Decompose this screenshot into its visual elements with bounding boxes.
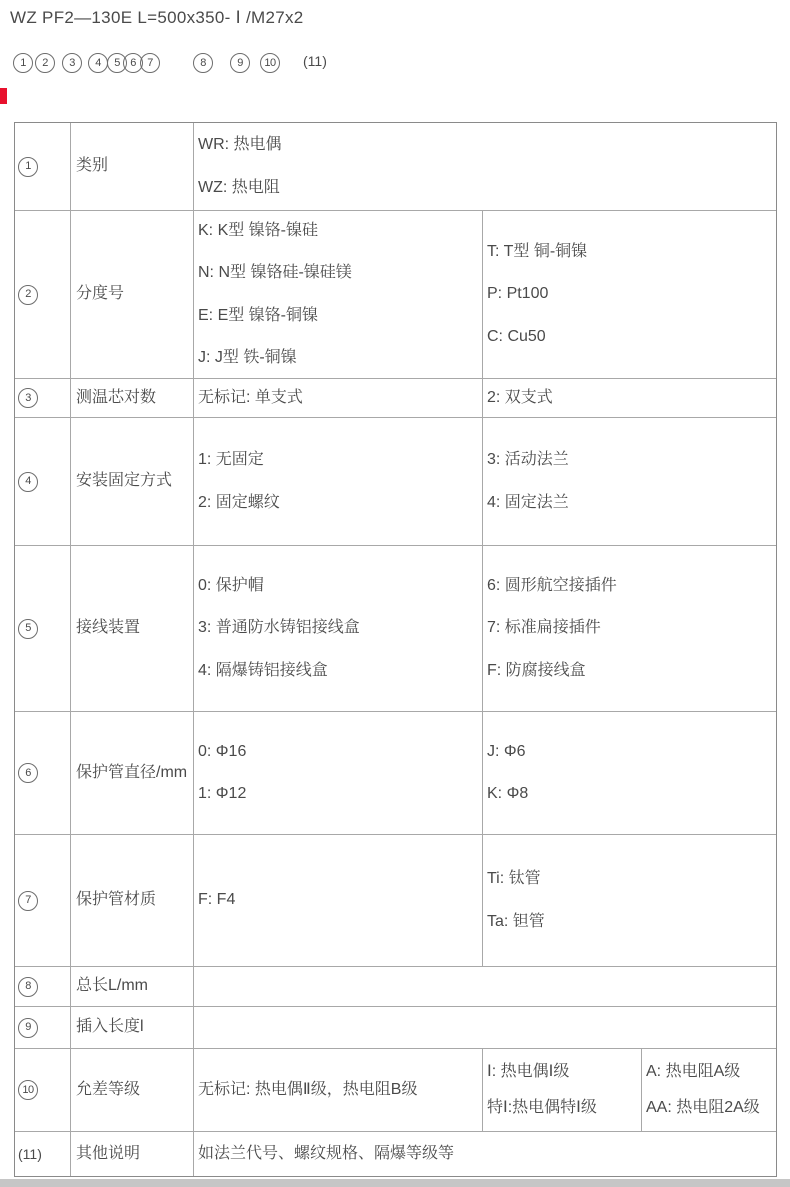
- row-label-cell: 分度号: [71, 211, 194, 378]
- circled-marker-7: 7: [140, 53, 160, 73]
- option-text: 3: 普通防水铸铝接线盒: [198, 619, 360, 637]
- option-text: AA: 热电阻2A级: [646, 1099, 760, 1116]
- table-row: [15, 211, 776, 379]
- marker-row: [0, 53, 790, 75]
- circled-number: 7: [18, 891, 38, 911]
- row-content-cell: [194, 712, 483, 834]
- row-label-cell: 接线装置: [71, 546, 194, 711]
- option-text: 如法兰代号、螺纹规格、隔爆等级等: [198, 1144, 455, 1162]
- table-row: [15, 712, 776, 835]
- row-content-cell: [194, 211, 483, 378]
- option-text: 无标记: 单支式: [198, 388, 303, 406]
- option-text: A: 热电阻A级: [646, 1062, 741, 1080]
- row-label-cell: 测温芯对数: [71, 379, 194, 417]
- option-text: C: Cu50: [487, 327, 546, 345]
- option-text: K: Φ8: [487, 785, 529, 802]
- row-number-cell: [15, 1049, 71, 1131]
- circled-number: 8: [18, 977, 38, 997]
- row-content-cell: [194, 418, 483, 545]
- option-text: J: Φ6: [487, 742, 526, 760]
- circled-marker-10: 10: [260, 53, 280, 73]
- circled-number: 6: [18, 763, 38, 783]
- option-text: F: 防腐接线盒: [487, 661, 586, 679]
- row-label-cell: 插入长度l: [71, 1007, 194, 1048]
- circled-number: 2: [18, 285, 38, 305]
- row-content-cell: [483, 546, 776, 711]
- row-label-cell: 保护管材质: [71, 835, 194, 966]
- row-label-cell: 其他说明: [71, 1132, 194, 1176]
- row-number-cell: [15, 967, 71, 1006]
- option-text: 4: 隔爆铸铝接线盒: [198, 661, 328, 679]
- option-text: 无标记: 热电偶Ⅱ级，热电阻B级: [198, 1080, 418, 1098]
- option-text: 2: 固定螺纹: [198, 493, 280, 511]
- table-row: [15, 835, 776, 967]
- page-title: WZ PF2—130E L=500x350- Ⅰ /M27x2: [10, 8, 304, 27]
- row-number-cell: [15, 418, 71, 545]
- option-text: 0: 保护帽: [198, 576, 264, 594]
- circled-marker-9: 9: [230, 53, 250, 73]
- row-content-cell: [483, 211, 776, 378]
- row-content-cell: [483, 712, 776, 834]
- circled-number: 5: [18, 619, 38, 639]
- circled-number: 1: [18, 157, 38, 177]
- option-text: Ti: 钛管: [487, 870, 541, 888]
- red-accent-mark: [0, 88, 7, 104]
- row-content-cell: [194, 835, 483, 966]
- row-content-cell: [194, 1132, 776, 1176]
- option-text: F: F4: [198, 891, 236, 909]
- row-content-cell: [194, 1049, 483, 1131]
- row-label-cell: 总长L/mm: [71, 967, 194, 1006]
- option-text: Ⅰ: 热电偶Ⅰ级: [487, 1062, 570, 1080]
- spec-table: [14, 122, 777, 1177]
- row-label-cell: 允差等级: [71, 1049, 194, 1131]
- row-content-cell: [483, 418, 776, 545]
- option-text: 2: 双支式: [487, 388, 553, 406]
- row-number-cell: [15, 1132, 71, 1176]
- row-content-cell: [483, 835, 776, 966]
- row-number-cell: [15, 546, 71, 711]
- row-number-cell: [15, 1007, 71, 1048]
- table-row: [15, 123, 776, 211]
- circled-number: 9: [18, 1018, 38, 1038]
- row-number-cell: [15, 211, 71, 378]
- option-text: T: T型 铜-铜镍: [487, 242, 588, 260]
- option-text: 7: 标准扁接插件: [487, 619, 601, 637]
- option-text: K: K型 镍铬-镍硅: [198, 221, 319, 239]
- option-text: 1: 无固定: [198, 451, 264, 469]
- row-label-cell: 安装固定方式: [71, 418, 194, 545]
- circled-number: 10: [18, 1080, 38, 1100]
- table-row: [15, 379, 776, 418]
- circled-number: (11): [18, 1146, 42, 1162]
- circled-marker-3: 3: [62, 53, 82, 73]
- table-row: [15, 1049, 776, 1132]
- row-label-cell: 保护管直径/mm: [71, 712, 194, 834]
- row-number-cell: [15, 835, 71, 966]
- option-text: 特Ⅰ:热电偶特Ⅰ级: [487, 1099, 597, 1116]
- circled-number: 3: [18, 388, 38, 408]
- option-text: Ta: 钽管: [487, 912, 545, 930]
- option-text: 1: Φ12: [198, 785, 247, 802]
- option-text: 0: Φ16: [198, 742, 247, 760]
- row-content-cell: [642, 1049, 776, 1131]
- option-text: WZ: 热电阻: [198, 178, 280, 196]
- row-content-cell: [194, 546, 483, 711]
- option-text: 3: 活动法兰: [487, 451, 569, 469]
- table-row: [15, 546, 776, 712]
- circled-number: 4: [18, 472, 38, 492]
- row-number-cell: [15, 379, 71, 417]
- bottom-divider: [0, 1179, 790, 1187]
- option-text: E: E型 镍铬-铜镍: [198, 306, 319, 324]
- circled-marker-11: (11): [303, 53, 327, 69]
- circled-marker-5: 5: [107, 53, 127, 73]
- row-content-cell: [483, 1049, 642, 1131]
- option-text: N: N型 镍铬硅-镍硅镁: [198, 264, 352, 282]
- circled-marker-2: 2: [35, 53, 55, 73]
- table-row: [15, 418, 776, 546]
- row-number-cell: [15, 123, 71, 210]
- option-text: P: Pt100: [487, 285, 549, 303]
- circled-marker-8: 8: [193, 53, 213, 73]
- row-content-cell: [194, 1007, 776, 1048]
- circled-marker-1: 1: [13, 53, 33, 73]
- table-row: [15, 1132, 776, 1176]
- option-text: 4: 固定法兰: [487, 493, 569, 511]
- table-row: [15, 1007, 776, 1049]
- circled-marker-6: 6: [123, 53, 143, 73]
- table-row: [15, 967, 776, 1007]
- row-content-cell: [194, 967, 776, 1006]
- option-text: J: J型 铁-铜镍: [198, 348, 297, 366]
- option-text: 6: 圆形航空接插件: [487, 576, 617, 594]
- row-content-cell: [194, 123, 776, 210]
- row-content-cell: [483, 379, 776, 417]
- circled-marker-4: 4: [88, 53, 108, 73]
- row-number-cell: [15, 712, 71, 834]
- row-label-cell: 类别: [71, 123, 194, 210]
- row-content-cell: [194, 379, 483, 417]
- option-text: WR: 热电偶: [198, 136, 282, 154]
